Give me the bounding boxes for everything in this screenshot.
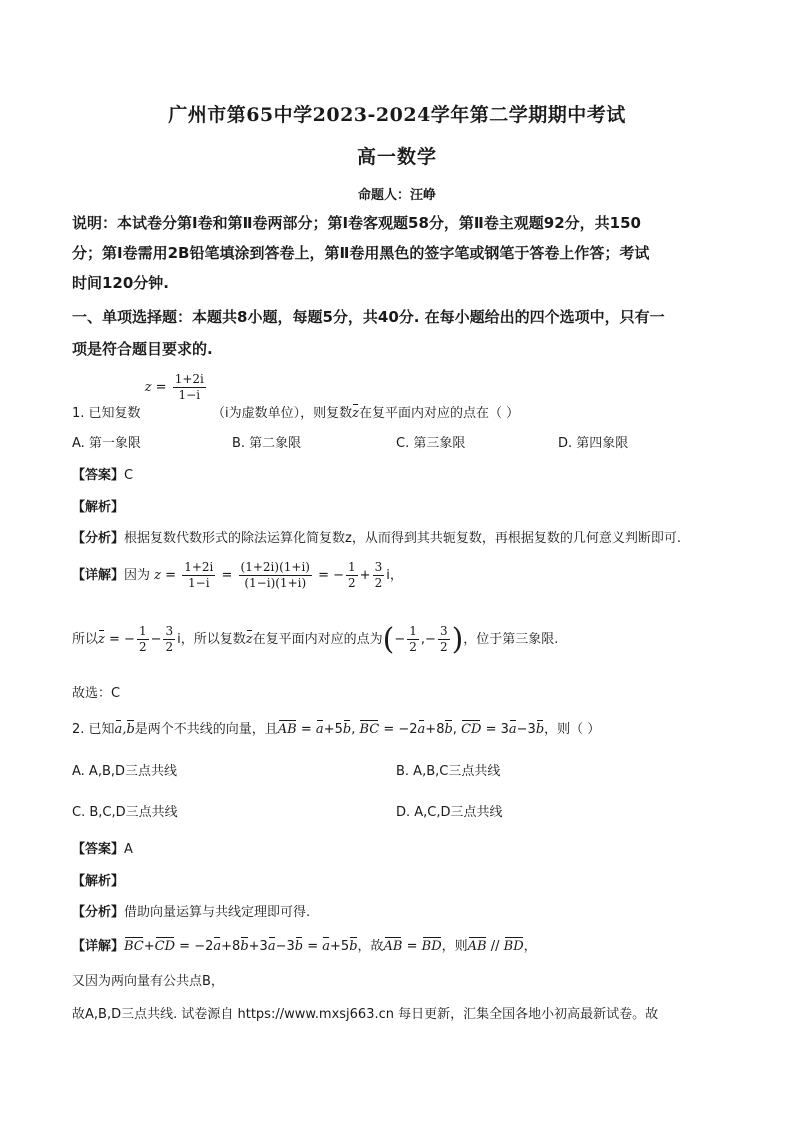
instructions-line-1: 说明：本试卷分第Ⅰ卷和第Ⅱ卷两部分；第Ⅰ卷客观题58分，第Ⅱ卷主观题92分，共150: [72, 214, 641, 232]
q1-analysis-tag: 【解析】: [72, 500, 125, 515]
q2-analysis-tag: 【解析】: [72, 874, 125, 889]
question-2-stem: 2. 已知a,b是两个不共线的向量，且AB = a+5b, BC = −2a+8b, CD = 3a−3b，则（ ）: [72, 722, 601, 737]
question-1-suffix2: 在复平面内对应的点在（ ）: [359, 406, 520, 421]
q1-option-c: C. 第三象限: [396, 436, 466, 451]
q1-fenxi: 【分析】根据复数代数形式的除法运算化简复数z，从而得到其共轭复数，再根据复数的几何意义判断即可.: [72, 531, 681, 546]
section-heading-line-1: 一、单项选择题：本题共8小题，每题5分，共40分. 在每小题给出的四个选项中，只有一: [72, 308, 665, 326]
q2-common-point: 又因为两向量有公共点B，: [72, 974, 224, 989]
question-1-suffix: （i为虚数单位），则复数: [212, 406, 353, 421]
q2-option-c: C. B,C,D三点共线: [72, 805, 178, 820]
q2-answer: 【答案】A: [72, 842, 133, 857]
exam-title: 广州市第65中学2023-2024学年第二学期期中考试: [168, 104, 626, 126]
exam-subtitle: 高一数学: [356, 146, 437, 168]
q2-option-a: A. A,B,D三点共线: [72, 764, 178, 779]
q1-answer: 【答案】C: [72, 468, 134, 483]
q2-option-d: D. A,C,D三点共线: [396, 805, 503, 820]
q1-option-d: D. 第四象限: [558, 436, 629, 451]
q1-option-b: B. 第二象限: [232, 436, 302, 451]
q2-last-line: 故A,B,D三点共线. 试卷源自 https://www.mxsj663.cn 每日更新，汇集全国各地小初高最新试卷。故: [72, 1007, 659, 1022]
q1-detail-line-2: 所以z = − $\frac{1}{2}$ − $\frac{3}{2}$ i，所以复数z在复平面内对应的点为(− $\frac{1}{2}$ ,− $\frac{3}{2}$ )，位于第三象限.: [72, 622, 559, 657]
instructions-line-3: 时间120分钟.: [72, 274, 170, 292]
section-heading-line-2: 项是符合题目要求的.: [72, 340, 213, 358]
q2-fenxi: 【分析】借助向量运算与共线定理即可得.: [72, 905, 311, 920]
q1-fraction: $\frac{1+2i}{1-i}$: [174, 372, 204, 402]
question-1-stem: 1. 已知复数 z = $\frac{1+2i}{1-i}$ （i为虚数单位），则复数z在复平面内对应的点在（ ）: [72, 372, 520, 421]
q1-detail: 【详解】因为 z = $\frac{1+2i}{1-i}$ = $\frac{(1+2i)(1+i)}{(1-i)(1+i)}$ = − $\frac{1}{2}$ + $\frac{3}{2}$ i，: [72, 560, 403, 590]
q1-option-a: A. 第一象限: [72, 436, 141, 451]
q1-conclusion: 故选：C: [72, 686, 121, 701]
exam-author: 命题人：汪峥: [357, 188, 436, 203]
q2-detail: 【详解】BC+CD = −2a+8b+3a−3b = a+5b，故AB = BD，则AB // BD，: [72, 939, 537, 954]
question-1-prefix: 1. 已知复数: [72, 406, 141, 421]
q2-option-b: B. A,B,C三点共线: [396, 764, 501, 779]
instructions-line-2: 分；第Ⅰ卷需用2B铅笔填涂到答卷上，第Ⅱ卷用黑色的签字笔或钢笔于答卷上作答；考试: [72, 244, 650, 262]
